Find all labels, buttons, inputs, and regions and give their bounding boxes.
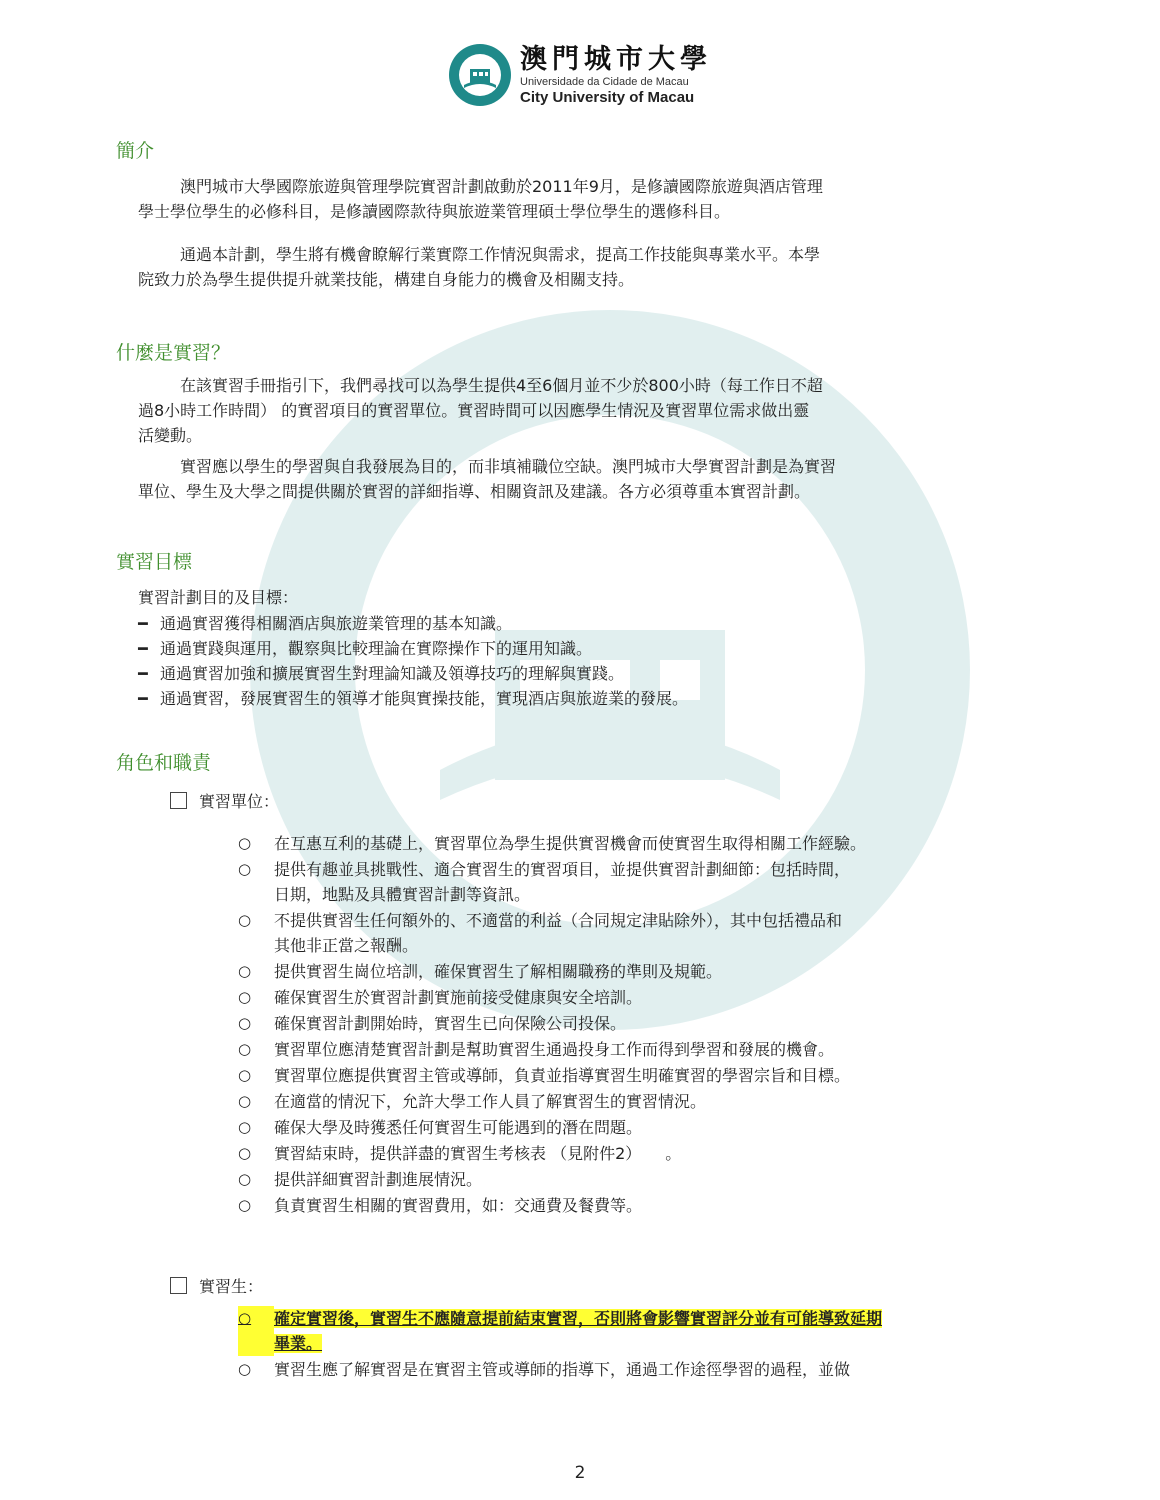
goals-item-text: 通過實習加強和擴展實習生對理論知識及領導技巧的理解與實踐。 <box>160 664 625 683</box>
circle-bullet-icon: ○ <box>238 1306 274 1356</box>
what-is-internship-heading: 什麼是實習？ <box>116 342 231 364</box>
dash-bullet-icon: ━ <box>138 639 148 658</box>
checkbox-icon <box>170 792 187 809</box>
circle-bullet-icon: ○ <box>238 1170 252 1188</box>
what-p1-line-1: 在該實習手冊指引下，我們尋找可以為學生提供4至6個月並不少於800小時（每工作日不超 <box>180 376 823 395</box>
internship-unit-label-text: 實習單位： <box>199 792 280 811</box>
circle-bullet-icon: ○ <box>238 860 252 878</box>
university-name-portuguese: Universidade da Cidade de Macau <box>520 76 689 88</box>
unit-duty-text: 提供詳細實習計劃進展情況。 <box>274 1170 483 1189</box>
circle-bullet-icon: ○ <box>238 1092 252 1110</box>
checkbox-icon <box>170 1277 187 1294</box>
circle-bullet-icon: ○ <box>238 834 252 852</box>
circle-bullet-icon: ○ <box>238 1118 252 1136</box>
circle-bullet-icon: ○ <box>238 1040 252 1058</box>
unit-duty-text: 提供實習生崗位培訓，確保實習生了解相關職務的準則及規範。 <box>274 962 723 981</box>
unit-duty-line-1: 不提供實習生任何額外的、不適當的利益（合同規定津貼除外），其中包括禮品和 <box>274 911 843 930</box>
unit-duty-item <box>238 959 1028 984</box>
university-name-chinese: 澳門城市大學 <box>520 44 712 75</box>
intern-label <box>170 1274 263 1297</box>
goals-item <box>138 611 688 636</box>
unit-duty-item <box>238 1063 1028 1088</box>
unit-duty-item <box>238 1089 1028 1114</box>
intro-paragraph-2 <box>138 242 1038 292</box>
intern-duty-line-2: 畢業。 <box>274 1334 323 1353</box>
goals-item-text: 通過實踐與運用，觀察與比較理論在實際操作下的運用知識。 <box>160 639 593 658</box>
intro-p2-line-2: 院致力於為學生提供提升就業技能，構建自身能力的機會及相關支持。 <box>138 270 635 289</box>
unit-duty-item <box>238 1193 1028 1218</box>
university-seal-icon <box>448 43 512 107</box>
intern-duties-list <box>238 1306 1028 1383</box>
goals-list <box>138 611 688 711</box>
unit-duty-text <box>274 908 1028 958</box>
unit-duty-text: 確保實習生於實習計劃實施前接受健康與安全培訓。 <box>274 988 643 1007</box>
circle-bullet-icon: ○ <box>238 1066 252 1084</box>
goals-item <box>138 686 688 711</box>
intern-label-text: 實習生： <box>199 1277 264 1296</box>
internship-unit-label <box>170 789 279 812</box>
unit-duty-item <box>238 831 1028 856</box>
unit-duty-item <box>238 1037 1028 1062</box>
unit-duty-item <box>238 857 1028 907</box>
page-number: 2 <box>574 1463 586 1483</box>
goals-item <box>138 636 688 661</box>
unit-duty-line-1: 提供有趣並具挑戰性、適合實習生的實習項目，並提供實習計劃細節：包括時間， <box>274 860 851 879</box>
unit-duty-text <box>274 857 1028 907</box>
goals-item-text: 通過實習獲得相關酒店與旅遊業管理的基本知識。 <box>160 614 513 633</box>
unit-duty-text: 在適當的情況下，允許大學工作人員了解實習生的實習情況。 <box>274 1092 707 1111</box>
dash-bullet-icon: ━ <box>138 689 148 708</box>
what-p2-line-1: 實習應以學生的學習與自我發展為目的，而非填補職位空缺。澳門城市大學實習計劃是為實習 <box>180 457 837 476</box>
intro-heading: 簡介 <box>116 140 155 162</box>
unit-duty-item <box>238 908 1028 958</box>
unit-duty-text: 實習單位應提供實習主管或導師，負責並指導實習生明確實習的學習宗旨和目標。 <box>274 1066 851 1085</box>
intro-paragraph-1 <box>138 174 1038 224</box>
goals-item-text: 通過實習，發展實習生的領導才能與實操技能，實現酒店與旅遊業的發展。 <box>160 689 689 708</box>
university-name-english: City University of Macau <box>520 89 695 106</box>
intro-p1-line-2: 學士學位學生的必修科目，是修讀國際款待與旅遊業管理碩士學位學生的選修科目。 <box>138 202 731 221</box>
what-paragraph-2 <box>138 454 1038 504</box>
intern-duty-item <box>238 1357 1028 1382</box>
unit-duty-item <box>238 985 1028 1010</box>
intro-p2-line-1: 通過本計劃，學生將有機會瞭解行業實際工作情況與需求，提高工作技能與專業水平。本學 <box>180 245 821 264</box>
unit-duty-line-2: 日期，地點及具體實習計劃等資訊。 <box>274 885 531 904</box>
circle-bullet-icon: ○ <box>238 962 252 980</box>
circle-bullet-icon: ○ <box>238 911 252 929</box>
unit-duty-item <box>238 1011 1028 1036</box>
what-p1-line-3: 活變動。 <box>138 426 203 445</box>
intern-duty-line-1: 確定實習後，實習生不應隨意提前結束實習，否則將會影響實習評分並有可能導致延期 <box>274 1309 883 1328</box>
goals-lead: 實習計劃目的及目標： <box>138 588 299 607</box>
what-p1-line-2: 過8小時工作時間） 的實習項目的實習單位。實習時間可以因應學生情況及實習單位需求做出靈 <box>138 401 810 420</box>
intro-p1-line-1: 澳門城市大學國際旅遊與管理學院實習計劃啟動於2011年9月，是修讀國際旅遊與酒店管理 <box>180 177 823 196</box>
unit-duty-item <box>238 1115 1028 1140</box>
what-paragraph-1 <box>138 373 1038 448</box>
circle-bullet-icon: ○ <box>238 1360 252 1378</box>
intern-duty-text <box>274 1306 1028 1356</box>
circle-bullet-icon: ○ <box>238 1144 252 1162</box>
unit-duty-text: 在互惠互利的基礎上，實習單位為學生提供實習機會而使實習生取得相關工作經驗。 <box>274 834 867 853</box>
unit-duty-item <box>238 1141 1028 1166</box>
university-header <box>448 40 712 110</box>
unit-duty-text: 確保大學及時獲悉任何實習生可能遇到的潛在問題。 <box>274 1118 643 1137</box>
circle-bullet-icon: ○ <box>238 1196 252 1214</box>
intern-duty-item-highlighted <box>238 1306 1028 1356</box>
unit-duty-text: 實習單位應清楚實習計劃是幫助實習生通過投身工作而得到學習和發展的機會。 <box>274 1040 835 1059</box>
dash-bullet-icon: ━ <box>138 614 148 633</box>
unit-duty-item <box>238 1167 1028 1192</box>
dash-bullet-icon: ━ <box>138 664 148 683</box>
unit-duty-text: 實習結束時，提供詳盡的實習生考核表 （見附件2） 。 <box>274 1144 682 1163</box>
unit-duty-text: 負責實習生相關的實習費用，如：交通費及餐費等。 <box>274 1196 643 1215</box>
goals-heading: 實習目標 <box>116 551 193 573</box>
unit-duty-text: 確保實習計劃開始時，實習生已向保險公司投保。 <box>274 1014 627 1033</box>
circle-bullet-icon: ○ <box>238 988 252 1006</box>
goals-item <box>138 661 688 686</box>
what-p2-line-2: 單位、學生及大學之間提供關於實習的詳細指導、相關資訊及建議。各方必須尊重本實習計劃。 <box>138 482 811 501</box>
unit-duty-line-2: 其他非正當之報酬。 <box>274 936 419 955</box>
circle-bullet-icon: ○ <box>238 1014 252 1032</box>
internship-unit-duties-list <box>238 831 1028 1219</box>
intern-duty-text: 實習生應了解實習是在實習主管或導師的指導下，通過工作途徑學習的過程，並做 <box>274 1360 851 1379</box>
roles-heading: 角色和職責 <box>116 752 212 774</box>
